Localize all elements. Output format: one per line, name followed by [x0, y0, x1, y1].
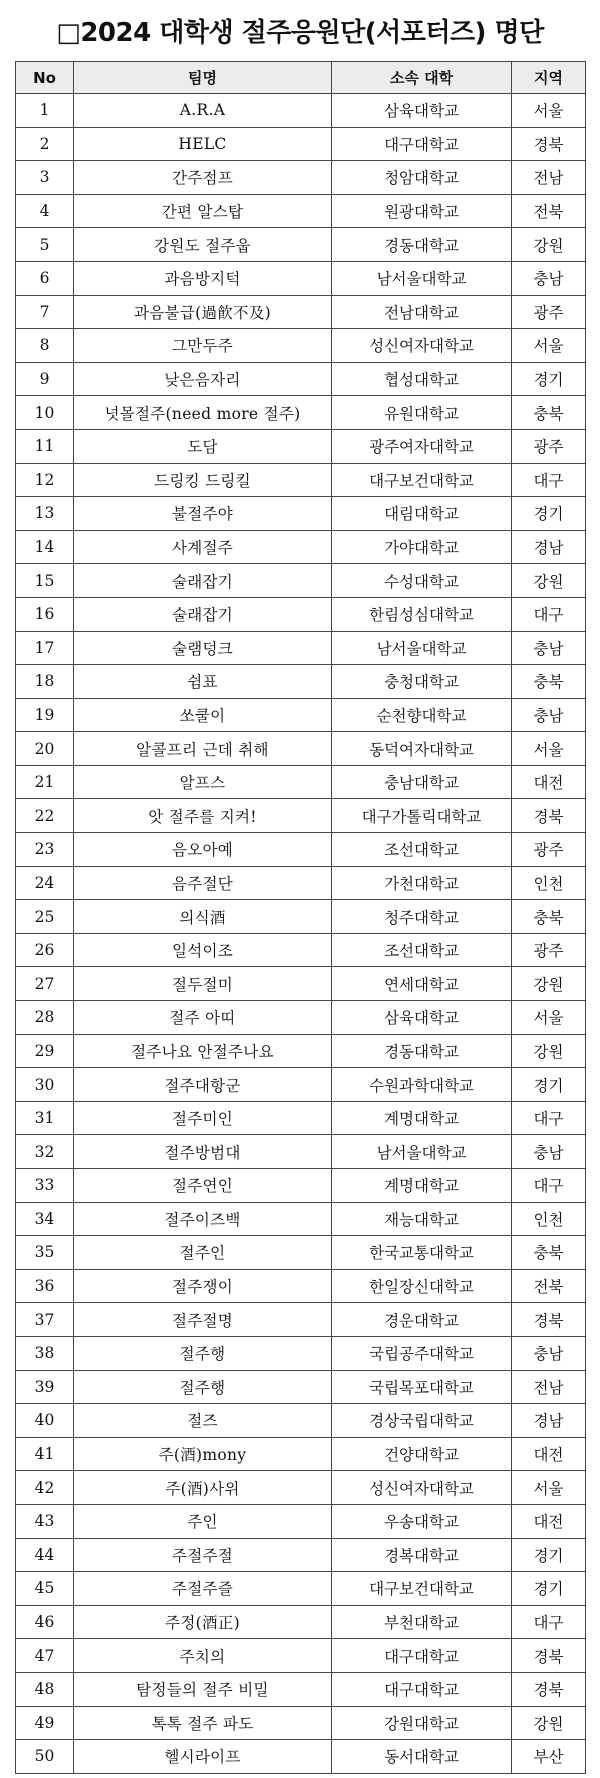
region: 광주 [512, 429, 586, 463]
table-row [16, 1336, 586, 1370]
university: 대구대학교 [332, 127, 512, 161]
region: 대전 [512, 1437, 586, 1471]
region: 강원 [512, 228, 586, 262]
table-row [16, 1169, 586, 1203]
university: 우송대학교 [332, 1504, 512, 1538]
table-row [16, 1101, 586, 1135]
row-no: 10 [16, 396, 74, 430]
table-row [16, 161, 586, 195]
university: 충남대학교 [332, 765, 512, 799]
region: 서울 [512, 329, 586, 363]
university: 국립공주대학교 [332, 1336, 512, 1370]
team-name: 절주 아띠 [74, 1001, 332, 1035]
region: 서울 [512, 1001, 586, 1035]
team-name: 주(酒)mony [74, 1437, 332, 1471]
row-no: 43 [16, 1504, 74, 1538]
table-row [16, 1034, 586, 1068]
row-no: 49 [16, 1706, 74, 1740]
university: 유원대학교 [332, 396, 512, 430]
table-row [16, 429, 586, 463]
team-name: 쏘쿨이 [74, 698, 332, 732]
university: 한일장신대학교 [332, 1269, 512, 1303]
region: 경북 [512, 127, 586, 161]
team-name: 절주절명 [74, 1303, 332, 1337]
university: 경운대학교 [332, 1303, 512, 1337]
university: 충청대학교 [332, 665, 512, 699]
team-name: 주(酒)사위 [74, 1471, 332, 1505]
row-no: 40 [16, 1404, 74, 1438]
region: 인천 [512, 866, 586, 900]
supporters-table [15, 61, 586, 1774]
team-name: 절주행 [74, 1336, 332, 1370]
row-no: 25 [16, 900, 74, 934]
region: 전남 [512, 1370, 586, 1404]
row-no: 5 [16, 228, 74, 262]
university: 성신여자대학교 [332, 1471, 512, 1505]
university: 성신여자대학교 [332, 329, 512, 363]
row-no: 20 [16, 732, 74, 766]
team-name: 주인 [74, 1504, 332, 1538]
team-name: 드링킹 드링킬 [74, 463, 332, 497]
team-name: 쉼표 [74, 665, 332, 699]
university: 동덕여자대학교 [332, 732, 512, 766]
table-row [16, 597, 586, 631]
team-name: 사계절주 [74, 530, 332, 564]
table-row [16, 1068, 586, 1102]
row-no: 23 [16, 833, 74, 867]
table-row [16, 1740, 586, 1774]
team-name: 절주연인 [74, 1169, 332, 1203]
region: 인천 [512, 1202, 586, 1236]
region: 충남 [512, 1135, 586, 1169]
university: 재능대학교 [332, 1202, 512, 1236]
region: 경기 [512, 497, 586, 531]
row-no: 15 [16, 564, 74, 598]
university: 가야대학교 [332, 530, 512, 564]
team-name: 음오아예 [74, 833, 332, 867]
university: 대구보건대학교 [332, 463, 512, 497]
region: 경남 [512, 530, 586, 564]
university: 삼육대학교 [332, 94, 512, 128]
region: 서울 [512, 732, 586, 766]
header-no: No [16, 62, 74, 94]
header-team: 팀명 [74, 62, 332, 94]
header-region: 지역 [512, 62, 586, 94]
team-name: HELC [74, 127, 332, 161]
region: 대구 [512, 597, 586, 631]
university: 강원대학교 [332, 1706, 512, 1740]
row-no: 42 [16, 1471, 74, 1505]
header-university: 소속 대학 [332, 62, 512, 94]
team-name: 간편 알스탑 [74, 194, 332, 228]
table-row [16, 194, 586, 228]
table-row [16, 1236, 586, 1270]
team-name: 넛몰절주(need more 절주) [74, 396, 332, 430]
region: 대구 [512, 1169, 586, 1203]
region: 충남 [512, 261, 586, 295]
region: 서울 [512, 1471, 586, 1505]
table-row [16, 665, 586, 699]
row-no: 37 [16, 1303, 74, 1337]
table-row [16, 396, 586, 430]
university: 경복대학교 [332, 1538, 512, 1572]
team-name: 강원도 절주웁 [74, 228, 332, 262]
region: 대구 [512, 1605, 586, 1639]
university: 대구가톨릭대학교 [332, 799, 512, 833]
table-row [16, 295, 586, 329]
region: 충북 [512, 396, 586, 430]
row-no: 47 [16, 1639, 74, 1673]
region: 광주 [512, 933, 586, 967]
university: 부천대학교 [332, 1605, 512, 1639]
university: 연세대학교 [332, 967, 512, 1001]
team-name: 술래잡기 [74, 564, 332, 598]
row-no: 17 [16, 631, 74, 665]
region: 강원 [512, 967, 586, 1001]
team-name: 톡톡 절주 파도 [74, 1706, 332, 1740]
team-name: 절주행 [74, 1370, 332, 1404]
region: 충남 [512, 698, 586, 732]
table-row [16, 329, 586, 363]
university: 남서울대학교 [332, 1135, 512, 1169]
row-no: 7 [16, 295, 74, 329]
table-row [16, 1303, 586, 1337]
region: 경북 [512, 1672, 586, 1706]
team-name: 절주대항군 [74, 1068, 332, 1102]
table-row [16, 1437, 586, 1471]
row-no: 3 [16, 161, 74, 195]
region: 대구 [512, 463, 586, 497]
region: 강원 [512, 564, 586, 598]
university: 협성대학교 [332, 362, 512, 396]
university: 원광대학교 [332, 194, 512, 228]
row-no: 8 [16, 329, 74, 363]
region: 경남 [512, 1404, 586, 1438]
team-name: 음주절단 [74, 866, 332, 900]
team-name: 도담 [74, 429, 332, 463]
row-no: 29 [16, 1034, 74, 1068]
table-header-row [16, 62, 586, 94]
team-name: 알프스 [74, 765, 332, 799]
row-no: 19 [16, 698, 74, 732]
university: 수성대학교 [332, 564, 512, 598]
region: 경북 [512, 1639, 586, 1673]
row-no: 41 [16, 1437, 74, 1471]
team-name: 의식酒 [74, 900, 332, 934]
table-row [16, 765, 586, 799]
table-row [16, 530, 586, 564]
region: 경기 [512, 1068, 586, 1102]
region: 경기 [512, 1538, 586, 1572]
row-no: 34 [16, 1202, 74, 1236]
university: 남서울대학교 [332, 261, 512, 295]
region: 전남 [512, 161, 586, 195]
team-name: 절두절미 [74, 967, 332, 1001]
team-name: 술램덩크 [74, 631, 332, 665]
table-row [16, 497, 586, 531]
row-no: 24 [16, 866, 74, 900]
university: 남서울대학교 [332, 631, 512, 665]
team-name: 그만두주 [74, 329, 332, 363]
university: 대구보건대학교 [332, 1572, 512, 1606]
university: 광주여자대학교 [332, 429, 512, 463]
team-name: 알콜프리 근데 취해 [74, 732, 332, 766]
university: 수원과학대학교 [332, 1068, 512, 1102]
row-no: 1 [16, 94, 74, 128]
row-no: 4 [16, 194, 74, 228]
table-row [16, 933, 586, 967]
table-row [16, 1269, 586, 1303]
row-no: 26 [16, 933, 74, 967]
table-row [16, 228, 586, 262]
row-no: 45 [16, 1572, 74, 1606]
row-no: 6 [16, 261, 74, 295]
team-name: 주절주즐 [74, 1572, 332, 1606]
university: 청주대학교 [332, 900, 512, 934]
team-name: 주정(酒正) [74, 1605, 332, 1639]
table-row [16, 1672, 586, 1706]
row-no: 22 [16, 799, 74, 833]
team-name: 헬시라이프 [74, 1740, 332, 1774]
team-name: 과음방지턱 [74, 261, 332, 295]
table-row [16, 967, 586, 1001]
team-name: 절주나요 안절주나요 [74, 1034, 332, 1068]
team-name: 절주방범대 [74, 1135, 332, 1169]
row-no: 16 [16, 597, 74, 631]
row-no: 33 [16, 1169, 74, 1203]
team-name: 절주미인 [74, 1101, 332, 1135]
university: 대구대학교 [332, 1672, 512, 1706]
row-no: 14 [16, 530, 74, 564]
row-no: 36 [16, 1269, 74, 1303]
team-name: A.R.A [74, 94, 332, 128]
team-name: 일석이조 [74, 933, 332, 967]
row-no: 9 [16, 362, 74, 396]
table-body [16, 94, 586, 1774]
university: 대림대학교 [332, 497, 512, 531]
table-row [16, 1706, 586, 1740]
region: 광주 [512, 295, 586, 329]
region: 충남 [512, 1336, 586, 1370]
university: 조선대학교 [332, 833, 512, 867]
row-no: 48 [16, 1672, 74, 1706]
table-row [16, 1202, 586, 1236]
university: 계명대학교 [332, 1169, 512, 1203]
region: 전북 [512, 1269, 586, 1303]
table-row [16, 900, 586, 934]
table-row [16, 362, 586, 396]
university: 경동대학교 [332, 1034, 512, 1068]
team-name: 낮은음자리 [74, 362, 332, 396]
region: 서울 [512, 94, 586, 128]
region: 부산 [512, 1740, 586, 1774]
team-name: 절주인 [74, 1236, 332, 1270]
row-no: 13 [16, 497, 74, 531]
region: 경북 [512, 1303, 586, 1337]
row-no: 50 [16, 1740, 74, 1774]
region: 충북 [512, 665, 586, 699]
region: 충북 [512, 900, 586, 934]
table-row [16, 1572, 586, 1606]
region: 강원 [512, 1706, 586, 1740]
team-name: 불절주야 [74, 497, 332, 531]
region: 대전 [512, 1504, 586, 1538]
row-no: 30 [16, 1068, 74, 1102]
university: 경동대학교 [332, 228, 512, 262]
table-row [16, 1471, 586, 1505]
university: 경상국립대학교 [332, 1404, 512, 1438]
table-row [16, 564, 586, 598]
row-no: 27 [16, 967, 74, 1001]
row-no: 35 [16, 1236, 74, 1270]
region: 경기 [512, 362, 586, 396]
table-row [16, 1404, 586, 1438]
team-name: 절주쟁이 [74, 1269, 332, 1303]
university: 가천대학교 [332, 866, 512, 900]
team-name: 간주점프 [74, 161, 332, 195]
team-name: 탐정들의 절주 비밀 [74, 1672, 332, 1706]
table-row [16, 1605, 586, 1639]
table-row [16, 732, 586, 766]
university: 계명대학교 [332, 1101, 512, 1135]
university: 전남대학교 [332, 295, 512, 329]
team-name: 술래잡기 [74, 597, 332, 631]
table-row [16, 127, 586, 161]
region: 전북 [512, 194, 586, 228]
university: 순천향대학교 [332, 698, 512, 732]
university: 삼육대학교 [332, 1001, 512, 1035]
row-no: 46 [16, 1605, 74, 1639]
table-row [16, 463, 586, 497]
row-no: 32 [16, 1135, 74, 1169]
table-row [16, 1504, 586, 1538]
university: 건양대학교 [332, 1437, 512, 1471]
region: 충북 [512, 1236, 586, 1270]
region: 충남 [512, 631, 586, 665]
university: 동서대학교 [332, 1740, 512, 1774]
region: 경북 [512, 799, 586, 833]
university: 대구대학교 [332, 1639, 512, 1673]
row-no: 28 [16, 1001, 74, 1035]
team-name: 절즈 [74, 1404, 332, 1438]
region: 광주 [512, 833, 586, 867]
table-row [16, 1001, 586, 1035]
table-row [16, 94, 586, 128]
table-row [16, 866, 586, 900]
region: 대구 [512, 1101, 586, 1135]
table-row [16, 799, 586, 833]
team-name: 앗 절주를 지켜! [74, 799, 332, 833]
row-no: 18 [16, 665, 74, 699]
row-no: 21 [16, 765, 74, 799]
table-row [16, 1538, 586, 1572]
team-name: 과음불급(過飮不及) [74, 295, 332, 329]
team-name: 주치의 [74, 1639, 332, 1673]
row-no: 39 [16, 1370, 74, 1404]
row-no: 38 [16, 1336, 74, 1370]
region: 경기 [512, 1572, 586, 1606]
row-no: 11 [16, 429, 74, 463]
team-name: 주절주절 [74, 1538, 332, 1572]
row-no: 2 [16, 127, 74, 161]
table-row [16, 1135, 586, 1169]
page-title: □2024 대학생 절주응원단(서포터즈) 명단 [56, 18, 544, 48]
university: 국립목포대학교 [332, 1370, 512, 1404]
university: 한림성심대학교 [332, 597, 512, 631]
table-row [16, 1370, 586, 1404]
university: 청암대학교 [332, 161, 512, 195]
table-row [16, 631, 586, 665]
table-row [16, 833, 586, 867]
row-no: 12 [16, 463, 74, 497]
row-no: 31 [16, 1101, 74, 1135]
row-no: 44 [16, 1538, 74, 1572]
university: 한국교통대학교 [332, 1236, 512, 1270]
region: 대전 [512, 765, 586, 799]
table-row [16, 698, 586, 732]
table-row [16, 1639, 586, 1673]
team-name: 절주이즈백 [74, 1202, 332, 1236]
university: 조선대학교 [332, 933, 512, 967]
table-row [16, 261, 586, 295]
region: 강원 [512, 1034, 586, 1068]
